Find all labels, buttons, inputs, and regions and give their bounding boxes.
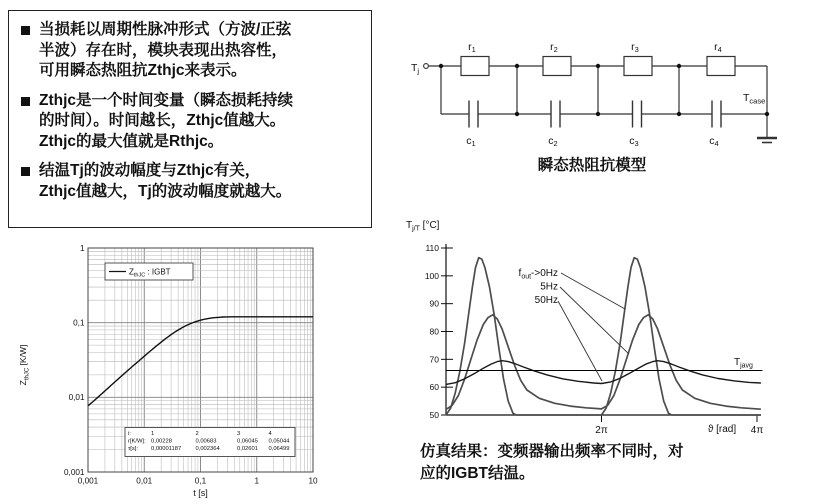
c1-label: c1: [466, 135, 476, 148]
circuit-caption: 瞬态热阻抗模型: [537, 157, 647, 174]
y-tick-label: 50: [429, 410, 439, 420]
y-tick-label: 0,01: [68, 393, 85, 403]
x-axis-label: ϑ [rad]: [707, 424, 737, 435]
capacitor-c3: [633, 101, 642, 128]
foster-table-cell: 2: [195, 431, 199, 437]
annotation-leader-line: [558, 301, 602, 381]
y-tick-label: 90: [429, 298, 439, 309]
bullet-item-2: [21, 91, 361, 153]
resistor-r2: [543, 57, 571, 76]
y-tick-label: 0,1: [73, 318, 85, 328]
tj-label: $T_j$: [411, 62, 420, 76]
r4-label: r4: [714, 41, 722, 54]
capacitor-c2: [551, 101, 560, 128]
x-tick-label: 2π: [595, 425, 608, 436]
bullet-square-icon: [21, 26, 30, 35]
y-tick-label: 1: [79, 243, 85, 253]
circuit-wires: [429, 66, 768, 138]
bullet-square-icon: [21, 97, 30, 106]
legend-label: ZthJC : IGBT: [129, 267, 171, 279]
capacitor-c4: [712, 101, 721, 128]
tcase-label: $T_{case}$: [743, 92, 766, 106]
r2-label: r2: [550, 41, 558, 54]
c2-label: c2: [548, 135, 558, 148]
resistor-r3: [624, 57, 652, 76]
c3-label: c3: [629, 135, 639, 148]
annotation-leader-line: [561, 273, 625, 309]
thermal-model-circuit-diagram: [405, 0, 815, 185]
foster-table-cell: 0,00683: [195, 438, 217, 445]
bullet-text-3: 结温Tj的波动幅度与Zthjc有关， Zthjc值越大，Tj的波动幅度就越大。: [39, 162, 292, 200]
x-tick-label: 0,01: [136, 476, 153, 486]
junction-temperature-chart: [400, 208, 815, 464]
r1-label: r1: [468, 41, 476, 54]
annotation-leader-line: [560, 287, 629, 354]
ground-icon: [757, 138, 777, 143]
bullet-points-panel: [8, 10, 372, 228]
foster-table-cell: 0,00001187: [151, 445, 182, 452]
foster-table-cell: 3: [237, 431, 241, 437]
foster-table-cell: 0,06499: [268, 445, 290, 452]
foster-table-cell: 4: [268, 431, 272, 437]
foster-table-cell: r[K/W]:: [128, 438, 146, 445]
y-axis-label: ZthJC [K/W]: [18, 344, 31, 386]
annotation-fout-0hz: fout->0Hz: [518, 268, 558, 281]
zth-impedance-chart: [10, 237, 355, 504]
annotation-5hz: 5Hz: [540, 281, 558, 293]
r3-label: r3: [631, 41, 639, 54]
y-tick-label: 100: [424, 270, 439, 281]
annotation-50hz: 50Hz: [534, 295, 558, 306]
curve-50hz: [446, 361, 761, 385]
curve-fout-0hz: [446, 258, 761, 415]
y-tick-label: 60: [429, 382, 439, 393]
c4-label: c4: [709, 135, 719, 148]
x-tick-label: 0,001: [77, 476, 99, 486]
y-tick-label: 0,001: [64, 467, 85, 477]
x-tick-label: 0,1: [194, 476, 207, 486]
y-axis-label: Tj/T [°C]: [406, 220, 440, 233]
y-tick-label: 70: [429, 354, 439, 365]
y-tick-label: 80: [429, 326, 439, 337]
bullet-text-1: 当损耗以周期性脉冲形式（方波/正弦 半波）存在时，模块表现出热容性， 可用瞬态热阻抗Zthjc来表示。: [39, 21, 292, 79]
x-axis-label: t [s]: [193, 488, 208, 498]
foster-table-cell: τ[s]:: [128, 445, 139, 452]
capacitor-c1: [469, 101, 478, 128]
foster-table-cell: 0,00228: [151, 438, 172, 445]
foster-table-cell: 0,02601: [237, 445, 258, 452]
tjavg-label: Tjavg: [734, 357, 753, 370]
foster-table-cell: 0,002364: [195, 445, 220, 452]
bullet-text-2: Zthjc是一个时间变量（瞬态损耗持续 的时间）。时间越长，Zthjc值越大。 Zthjc的最大值就是Rthjc。: [39, 91, 294, 150]
resistor-r4: [707, 57, 735, 76]
foster-table-cell: 0,05044: [268, 438, 290, 445]
x-tick-label: 4π: [750, 425, 764, 436]
foster-table-cell: i:: [128, 431, 131, 437]
resistor-r1: [461, 57, 489, 76]
foster-table-cell: 1: [151, 431, 155, 437]
simulation-caption: 仿真结果：变频器输出频率不同时，对 应的IGBT结温。: [420, 443, 684, 482]
foster-table-cell: 0,06045: [237, 438, 258, 445]
bullet-item-1: [21, 20, 361, 82]
x-tick-label: 10: [308, 476, 318, 486]
tj-terminal-icon: [424, 64, 429, 69]
y-tick-label: 110: [425, 243, 439, 254]
bullet-square-icon: [21, 167, 30, 176]
bullet-item-3: [21, 161, 361, 202]
x-tick-label: 1: [254, 476, 260, 486]
